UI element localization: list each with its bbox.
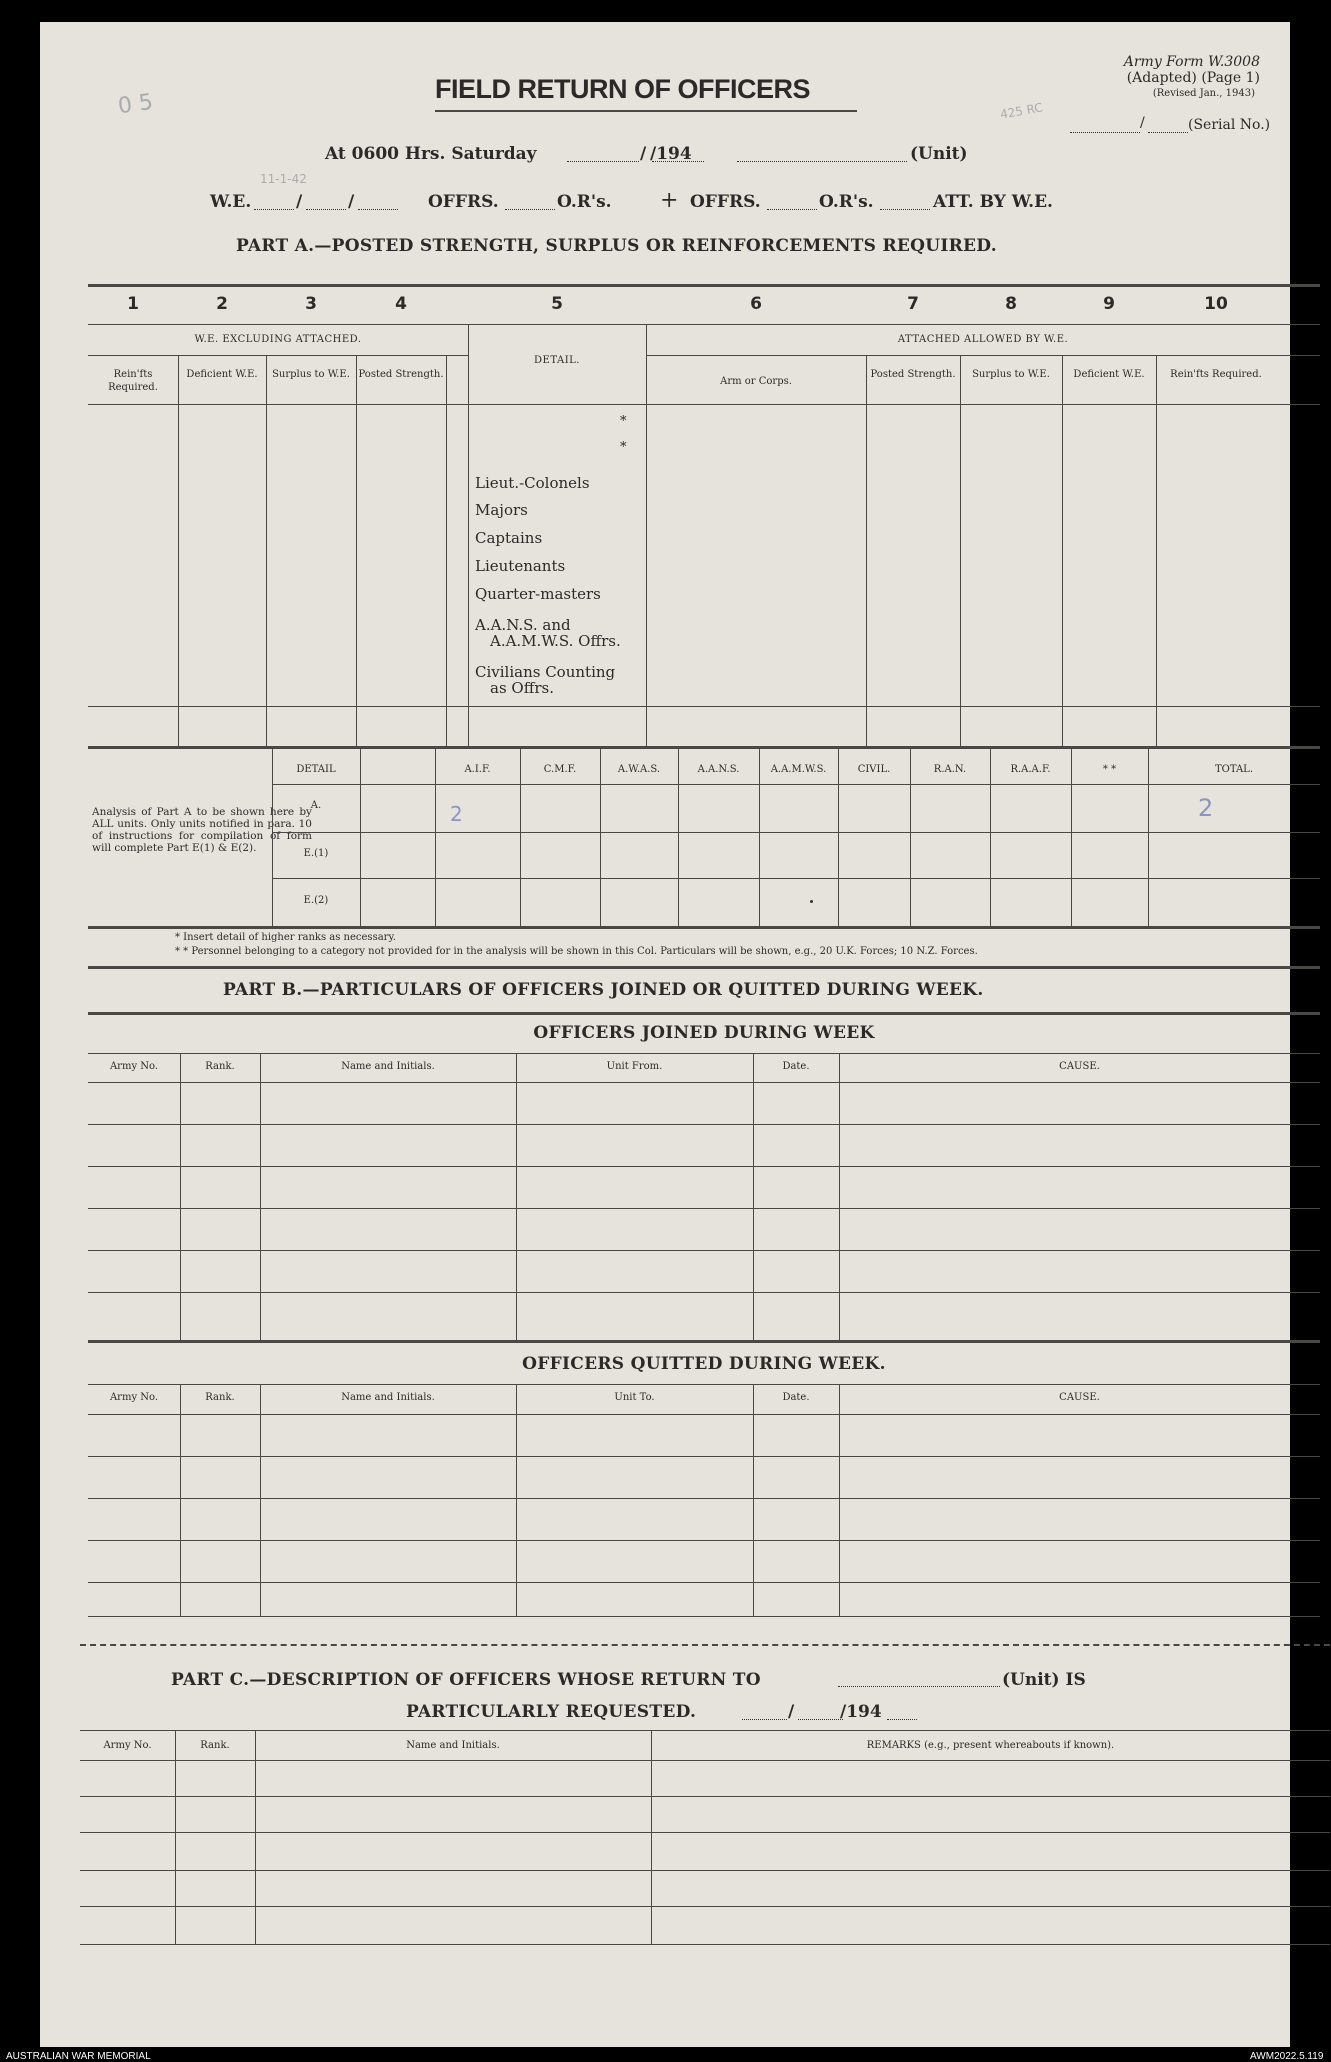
higher-rank-star-2: * (620, 440, 627, 455)
analysis-aans-header: A.A.N.S. (697, 764, 740, 775)
part-c-name-header: Name and Initials. (406, 1740, 500, 1751)
plus-sign: + (660, 188, 679, 213)
col-number-10: 10 (1204, 294, 1228, 314)
part-c-unit-field[interactable] (838, 1686, 1000, 1687)
serial-field-2[interactable] (1148, 118, 1188, 133)
joined-army-no-header: Army No. (109, 1061, 159, 1072)
we-excluding-attached-header: W.E. EXCLUDING ATTACHED. (194, 334, 362, 345)
analysis-total-header: TOTAL. (1214, 764, 1254, 775)
pencil-mark-serial: 425 RC (999, 100, 1044, 122)
col-number-3: 3 (305, 294, 317, 314)
header-year: /194 (650, 144, 692, 164)
analysis-aamws-header: A.A.M.W.S. (770, 764, 827, 775)
part-c-remarks-header: REMARKS (e.g., present whereabouts if known). (866, 1740, 1115, 1751)
analysis-other-header: * * (1102, 764, 1117, 775)
part-c-subtitle: PARTICULARLY REQUESTED. (406, 1702, 697, 1722)
detail-header: DETAIL. (534, 355, 580, 366)
adapted-label: (Adapted) (Page 1) (1126, 70, 1260, 86)
joined-title: OFFICERS JOINED DURING WEEK (533, 1023, 875, 1043)
posted-strength-header: Posted Strength. (358, 369, 444, 380)
pencil-mark-we: 11-1-42 (260, 172, 307, 186)
rank-aamws: A.A.M.W.S. Offrs. (490, 632, 621, 650)
analysis-civil-header: CIVIL. (857, 764, 891, 775)
pencil-mark-corner: 0 5 (116, 89, 155, 120)
rank-civilians-cont: as Offrs. (490, 679, 554, 697)
unit-field[interactable] (737, 161, 907, 162)
date-day-field[interactable] (567, 161, 639, 162)
tear-line (80, 1644, 1330, 1646)
higher-rank-star-1: * (620, 414, 627, 429)
att-by-we-label: ATT. BY W.E. (933, 192, 1053, 212)
analysis-row-e2: E.(2) (303, 895, 329, 906)
serial-field-1[interactable] (1070, 118, 1140, 133)
serial-label: (Serial No.) (1188, 117, 1271, 133)
quitted-title: OFFICERS QUITTED DURING WEEK. (522, 1354, 886, 1374)
att-reinfts-required-header: Rein'fts Required. (1170, 369, 1262, 380)
arm-or-corps-header: Arm or Corps. (720, 376, 792, 387)
att-deficient-we-header: Deficient W.E. (1073, 369, 1145, 380)
offrs-field-1[interactable] (505, 209, 555, 210)
rank-aans: A.A.N.S. and (475, 616, 571, 634)
joined-cause-header: CAUSE. (1059, 1061, 1100, 1072)
quitted-date-header: Date. (782, 1392, 810, 1403)
quitted-army-no-header: Army No. (109, 1392, 159, 1403)
rank-captains: Captains (475, 529, 543, 547)
analysis-detail-header: DETAIL (296, 764, 336, 775)
col-number-7: 7 (907, 294, 919, 314)
revised-date: (Revised Jan., 1943) (1152, 88, 1255, 99)
col-number-1: 1 (127, 294, 139, 314)
surplus-we-header: Surplus to W.E. (272, 369, 350, 380)
deficient-we-header: Deficient W.E. (186, 369, 258, 380)
form-sheet: Army Form W.3008 (Adapted) (Page 1) (Revised Jan., 1943) / (Serial No.) FIELD RETURN OF OFFICERS At 0600 Hrs. Saturday / /194 (Unit) W.E. / / OFFRS. O.R's. + OFFRS. O.R's. ATT. BY W.E. PART A.—POSTED STRENGTH, SURPLUS OR REINFORCEMENTS REQUIRED. 1 2 3 4 5 6 7 8 9 10 W.E. EXCLUDING ATTACHED. DETAIL. ATTACHED ALLOWED BY W.E. Rein'fts Required. Deficient W.E. Surplus to W.E. Posted Strength. Arm or Corps. Posted Strength. Surplus to W.E. Deficient W.E. Rein'fts Required. * * Lieut.-Colonels Majors Captains Lieutenants Quarter-masters A.A.N.S. and A.A.M.W.S. Offrs. Civilians Counting as Offrs. Analysis of Part A to be shown here by ALL units. Only units notified in para. 10 of instructions for compilation of form will complete Part E(1) & E(2). DETAIL A.I.F. C.M.F. A.W.A.S. A.A.N.S. A.A.M.W.S. CIVIL. R.A.N. R.A.A.F. * * TOTAL. A. E.(1) E.(2) * Insert detail of higher ranks as necessary. * * Personnel belonging to a category not provided for in the analysis will be shown in this Col. Particulars will be shown, e.g., 20 U.K. Forces; 10 N.Z. Forces. PART B.—PARTICULARS OF OFFICERS JOINED OR QUITTED DURING WEEK. OFFICERS JOINED DURING WEEK Army No. Rank. Name and Initials. Unit From. Date. CAUSE. OFFICERS QUITTED DURING WEEK. Army No. Rank. Name and Initials. Unit To. Date. CAUSE. PART C.—DESCRIPTION OF OFFICERS WHOSE RETURN TO (Unit) IS PARTICULARLY REQUESTED. / /194 Army No. Rank. Name and Initials. REMARKS (e.g., present whereabouts if known). 0 5 425 RC 11-1-42 2 2 (40, 22, 1290, 2047)
title-underline (435, 110, 857, 112)
col-number-5: 5 (551, 294, 563, 314)
at-hours-label: At 0600 Hrs. Saturday (325, 144, 537, 164)
part-c-year-field[interactable] (887, 1719, 917, 1720)
offrs-label-2: OFFRS. (690, 192, 761, 212)
ors-label-1: O.R's. (557, 192, 612, 212)
joined-unit-from-header: Unit From. (606, 1061, 663, 1072)
analysis-raaf-header: R.A.A.F. (1010, 764, 1051, 775)
quitted-unit-to-header: Unit To. (614, 1392, 655, 1403)
analysis-aif-header: A.I.F. (464, 764, 491, 775)
we-field-2[interactable] (306, 209, 346, 210)
we-field-1[interactable] (254, 209, 294, 210)
part-c-year: /194 (840, 1702, 882, 1722)
offrs-field-2[interactable] (767, 209, 817, 210)
rank-lieut-colonels: Lieut.-Colonels (475, 474, 590, 492)
quitted-name-header: Name and Initials. (341, 1392, 435, 1403)
analysis-awas-header: A.W.A.S. (617, 764, 661, 775)
col-number-9: 9 (1103, 294, 1115, 314)
att-surplus-we-header: Surplus to W.E. (972, 369, 1050, 380)
analysis-ran-header: R.A.N. (933, 764, 967, 775)
ink-aif-value: 2 (450, 802, 463, 826)
joined-date-header: Date. (782, 1061, 810, 1072)
analysis-row-a: A. (310, 800, 322, 811)
part-c-rank-header: Rank. (200, 1740, 230, 1751)
part-b-title: PART B.—PARTICULARS OF OFFICERS JOINED OR QUITTED DURING WEEK. (223, 980, 984, 1000)
part-c-army-no-header: Army No. (103, 1740, 152, 1751)
analysis-row-e1: E.(1) (303, 848, 329, 859)
col-number-4: 4 (395, 294, 407, 314)
archive-reference: AWM2022.5.119 (1250, 2051, 1324, 2062)
we-field-3[interactable] (358, 209, 398, 210)
offrs-label-1: OFFRS. (428, 192, 499, 212)
unit-label: (Unit) (910, 144, 968, 164)
ors-label-2: O.R's. (819, 192, 874, 212)
col-number-6: 6 (750, 294, 762, 314)
ors-field-2[interactable] (880, 209, 930, 210)
rank-civilians: Civilians Counting (475, 663, 616, 681)
part-c-month-field[interactable] (798, 1719, 843, 1720)
joined-name-header: Name and Initials. (341, 1061, 435, 1072)
attached-allowed-header: ATTACHED ALLOWED BY W.E. (897, 334, 1069, 345)
joined-rank-header: Rank. (205, 1061, 235, 1072)
att-posted-strength-header: Posted Strength. (870, 369, 956, 380)
col-number-8: 8 (1005, 294, 1017, 314)
part-c-unit-is: (Unit) IS (1002, 1670, 1086, 1690)
ink-dot (810, 900, 813, 903)
footnote-single-star: * Insert detail of higher ranks as necessary. (175, 932, 396, 943)
army-form-number: Army Form W.3008 (1123, 54, 1260, 70)
col-number-2: 2 (216, 294, 228, 314)
rank-lieutenants: Lieutenants (475, 557, 566, 575)
rank-quarter-masters: Quarter-masters (475, 585, 601, 603)
rank-majors: Majors (475, 501, 528, 519)
part-c-title: PART C.—DESCRIPTION OF OFFICERS WHOSE RETURN TO (171, 1670, 761, 1690)
form-title: FIELD RETURN OF OFFICERS (435, 74, 810, 104)
part-a-title: PART A.—POSTED STRENGTH, SURPLUS OR REINFORCEMENTS REQUIRED. (236, 236, 997, 256)
part-c-day-field[interactable] (742, 1719, 787, 1720)
analysis-note: Analysis of Part A to be shown here by ALL units. Only units notified in para. 10 of instructions for compilation of form will complete Part E(1) & E(2). (92, 806, 312, 854)
analysis-cmf-header: C.M.F. (543, 764, 577, 775)
quitted-rank-header: Rank. (205, 1392, 235, 1403)
ink-total-value: 2 (1198, 794, 1214, 822)
archive-credit: AUSTRALIAN WAR MEMORIAL (6, 2051, 151, 2062)
part-a-top-rule (88, 284, 1320, 287)
footnote-double-star: * * Personnel belonging to a category not provided for in the analysis will be shown in this Col. Particulars will be shown, e.g., 20 U.K. Forces; 10 N.Z. Forces. (175, 946, 978, 957)
quitted-cause-header: CAUSE. (1059, 1392, 1100, 1403)
reinfts-required-header: Rein'fts Required. (108, 369, 158, 393)
we-label: W.E. (210, 192, 252, 212)
